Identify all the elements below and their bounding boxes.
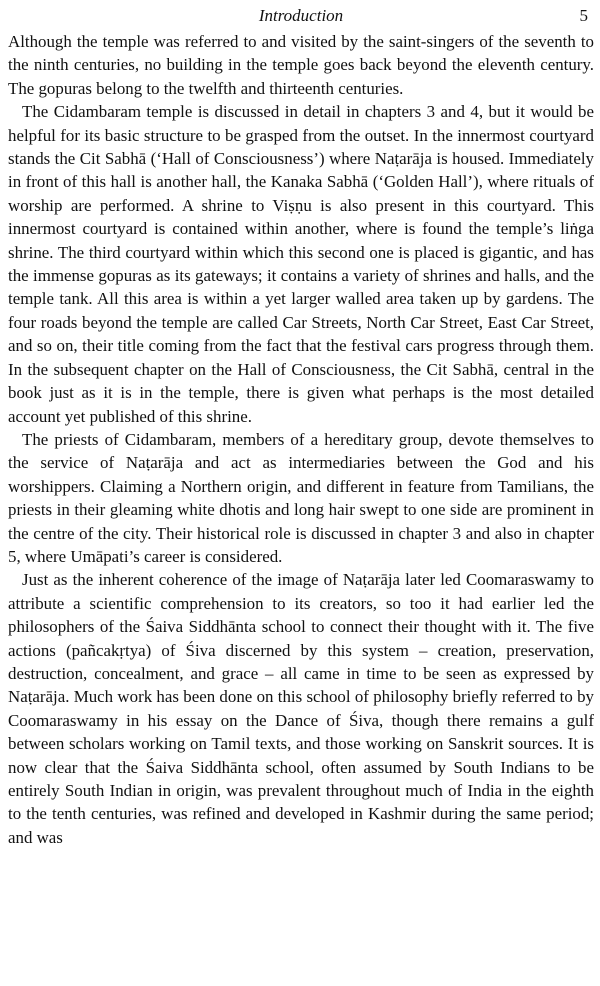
running-head: [8, 4, 594, 30]
paragraph: Just as the inherent coherence of the image of Naṭarāja later led Coomaraswamy to attribute a scientific comprehension to its creators, so too it had earlier led the philosophers of the Śaiva Siddhānta school to connect their thought with it. The five actions (pañcakṛtya) of Śiva discerned by this system – creation, preservation, destruction, concealment, and grace – all came in time to be seen as expressed by Naṭarāja. Much work has been done on this school of philosophy briefly referred to by Coomaraswamy in his essay on the Dance of Śiva, though there remains a gulf between scholars working on Tamil texts, and those working on Sanskrit sources. It is now clear that the Śaiva Siddhānta school, often assumed by South Indians to be entirely South Indian in origin, was prevalent throughout much of India in the eighth to the tenth centuries, was refined and developed in Kashmir during the same period; and was: [8, 570, 594, 847]
page-number: 5: [579, 6, 588, 25]
paragraph: Although the temple was referred to and visited by the saint-singers of the seventh to the ninth centuries, no building in the temple goes back beyond the eleventh century. The gopuras belong to the twelfth and thirteenth centuries.: [8, 32, 594, 98]
body-text: [8, 30, 594, 849]
running-title: Introduction: [258, 6, 344, 25]
paragraph: The Cidambaram temple is discussed in detail in chapters 3 and 4, but it would be helpful for its basic structure to be grasped from the outset. In the innermost courtyard stands the Cit Sabhā (‘Hall of Consciousness’) where Naṭarāja is housed. Immediately in front of this hall is another hall, the Kanaka Sabhā (‘Golden Hall’), where rituals of worship are performed. A shrine to Viṣṇu is also present in this courtyard. This innermost courtyard is contained within another, where is found the temple’s liṅga shrine. The third courtyard within which this second one is placed is gigantic, and has the immense gopuras as its gateways; it contains a variety of shrines and halls, and the temple tank. All this area is within a yet larger walled area taken up by gardens. The four roads beyond the temple are called Car Streets, North Car Street, East Car Street, and so on, their title coming from the fact that the festival cars progress through them. In the subsequent chapter on the Hall of Consciousness, the Cit Sabhā, central in the book just as it is in the temple, there is given what perhaps is the most detailed account yet published of this shrine.: [8, 102, 594, 426]
paragraph: The priests of Cidambaram, members of a hereditary group, devote themselves to the service of Naṭarāja and act as intermediaries between the God and his worshippers. Claiming a Northern origin, and different in feature from Tamilians, the priests in their gleaming white dhotis and long hair swept to one side are prominent in the centre of the city. Their historical role is discussed in chapter 3 and also in chapter 5, where Umāpati’s career is considered.: [8, 429, 594, 566]
